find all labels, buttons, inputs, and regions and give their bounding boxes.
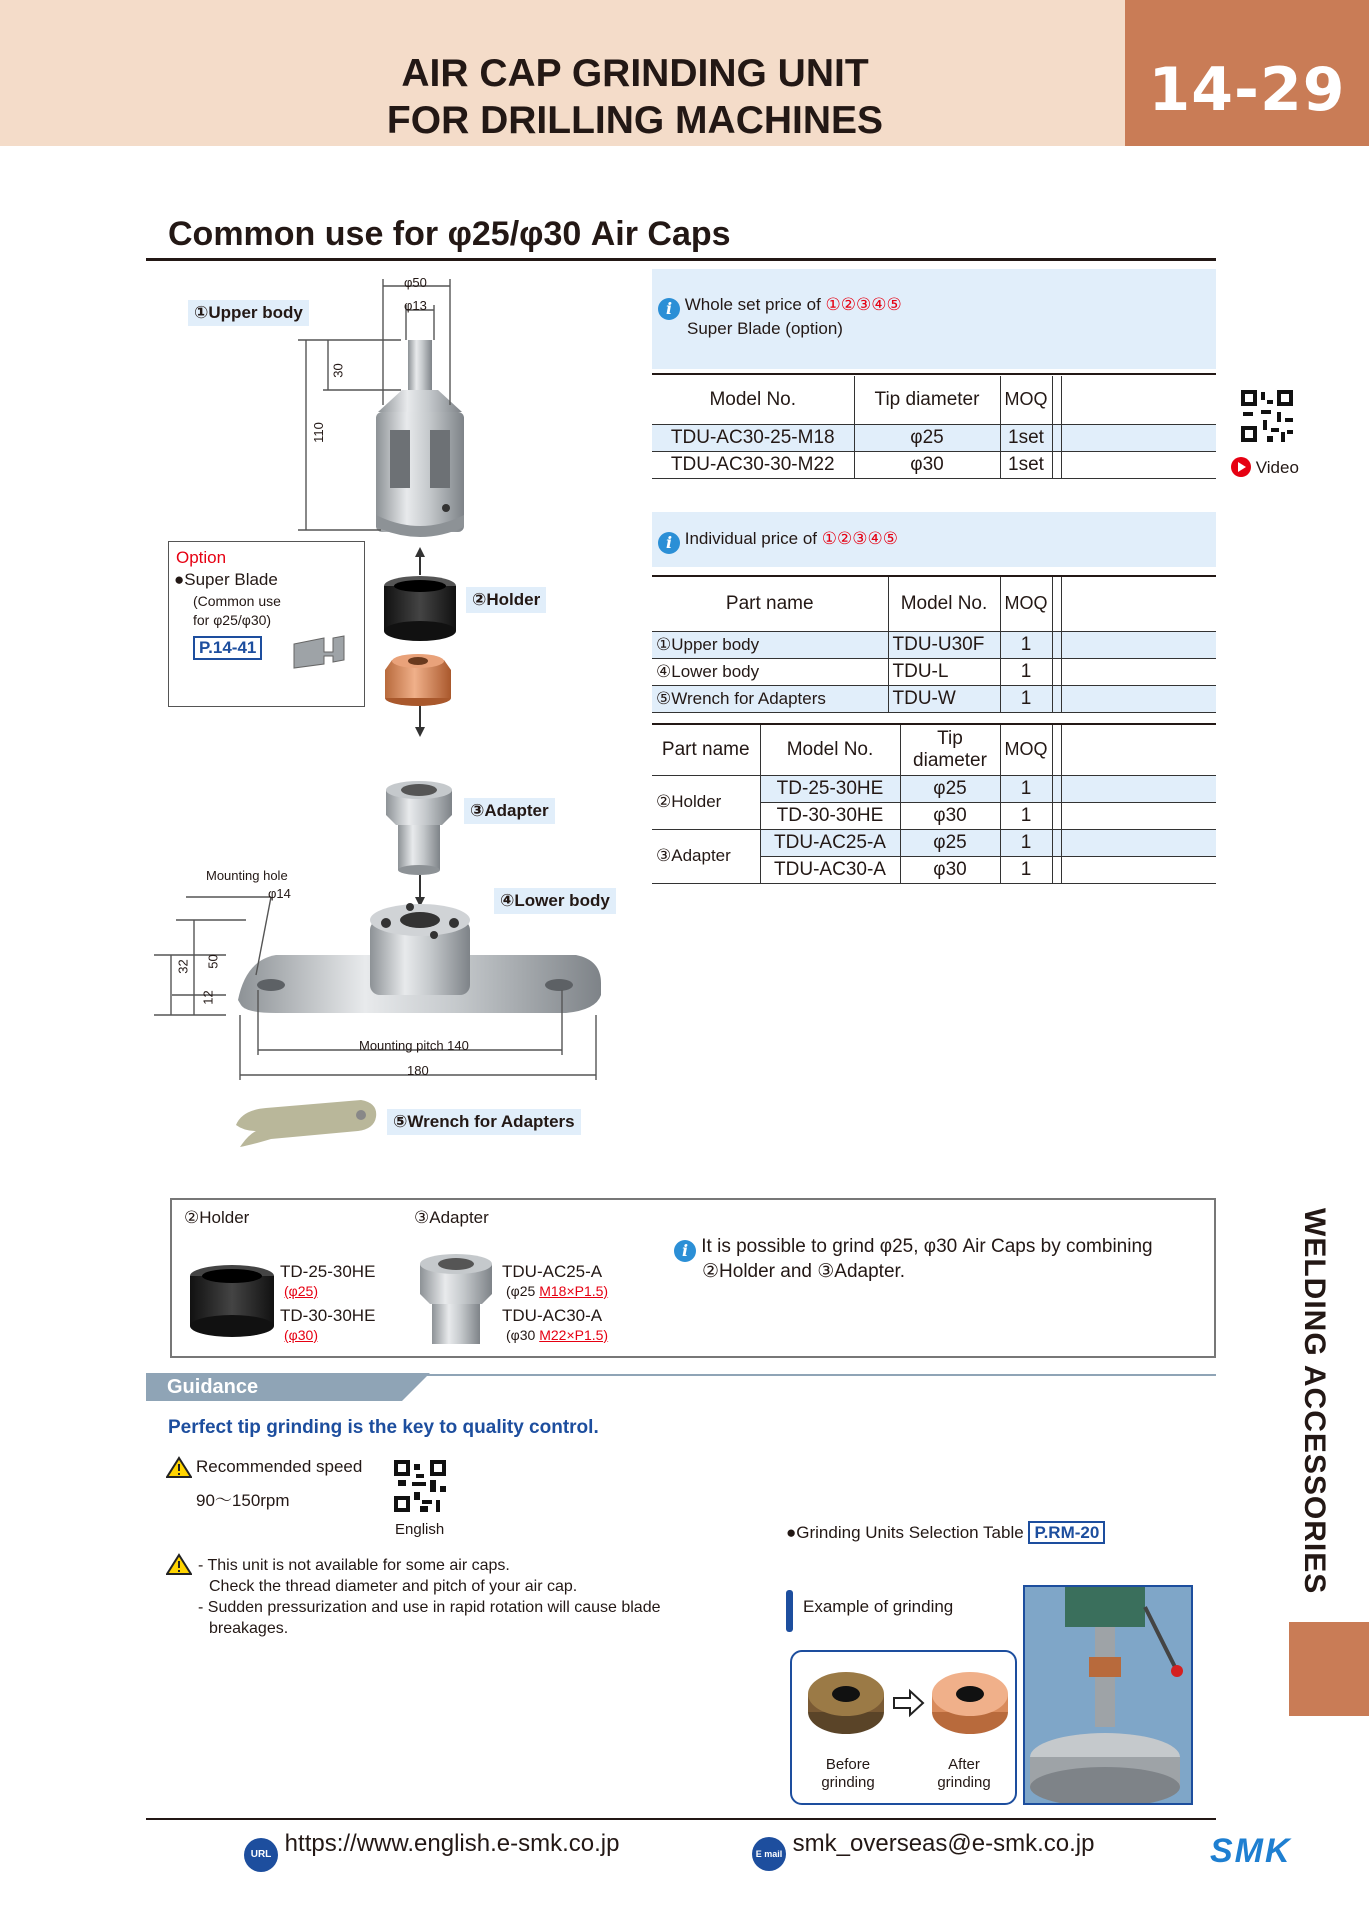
guidance-band (146, 1373, 1216, 1403)
adapter-photo (418, 1252, 494, 1348)
dim-h30: 30 (330, 363, 346, 378)
email-link[interactable]: E mail smk_overseas@e-smk.co.jp (752, 1830, 1094, 1871)
play-icon (1231, 457, 1251, 477)
combo-box (170, 1198, 1216, 1358)
option-box (168, 541, 365, 707)
label-wrench: ⑤Wrench for Adapters (387, 1109, 581, 1135)
warning-text: - This unit is not available for some air caps. Check the thread diameter and pitch of your air cap. - Sudden pressurization and use in rapid rotation will cause blade breakages. (198, 1557, 661, 1637)
holder-spec-2: (φ30) (284, 1327, 318, 1343)
after-label: After grinding (937, 1756, 991, 1791)
dim-h50: 50 (205, 954, 221, 969)
video-qr-code[interactable] (1241, 390, 1293, 442)
arrow-right-icon (892, 1688, 926, 1718)
warning-icon (166, 1456, 192, 1478)
combo-adapter-title: ③Adapter (414, 1208, 489, 1227)
whole-set-subtitle: Super Blade (option) (687, 319, 843, 338)
info-icon: i (674, 1240, 696, 1262)
section-rule (146, 258, 1216, 261)
option-page-link[interactable]: P.14-41 (193, 636, 262, 660)
dim-h12: 12 (200, 990, 216, 1005)
table-row: ③Adapter TDU-AC25-A φ25 1 (652, 829, 1216, 856)
holder-spec-1: (φ25) (284, 1283, 318, 1299)
option-item: ●Super Blade (174, 570, 278, 589)
example-box (790, 1650, 1017, 1805)
holder-image (384, 576, 456, 641)
speed-value: 90〜150rpm (196, 1491, 290, 1510)
website-link[interactable]: URL https://www.english.e-smk.co.jp (244, 1830, 619, 1872)
adapter-image (386, 781, 452, 875)
super-blade-image (289, 630, 353, 670)
info-icon: i (658, 298, 680, 320)
label-lower-body: ④Lower body (494, 888, 616, 914)
english-qr-code[interactable] (394, 1460, 446, 1512)
table-row: TDU-AC30-30-M22 φ30 1set (652, 451, 1216, 478)
table-row: TDU-AC30-25-M18 φ25 1set (652, 424, 1216, 451)
table-row: ②Holder TD-25-30HE φ25 1 (652, 775, 1216, 802)
footer-rule (146, 1818, 1216, 1820)
option-note2: for φ25/φ30) (193, 612, 272, 628)
mail-icon: E mail (752, 1837, 786, 1871)
holder-model-2: TD-30-30HE (280, 1306, 376, 1325)
table-row: ④Lower body TDU-L 1 (652, 658, 1216, 685)
table-row: ①Upper body TDU-U30F 1 (652, 631, 1216, 658)
page-number: 14-29 (1125, 0, 1369, 146)
speed-label: Recommended speed (196, 1457, 363, 1476)
table-top-rule (652, 373, 1216, 375)
guidance-headline: Perfect tip grinding is the key to quality control. (168, 1417, 599, 1438)
option-note1: (Common use (193, 593, 281, 609)
table-row: TDU-AC30-A φ30 1 (652, 856, 1216, 883)
exploded-diagram (146, 265, 646, 1165)
side-category-label: WELDING ACCESSORIES (1298, 1208, 1331, 1595)
option-title: Option (176, 548, 227, 567)
warning-icon (166, 1553, 192, 1575)
individual-table: Part name Model No. MOQ ①Upper body TDU-U30F 1 ④Lower body TDU-L 1 ⑤Wrench for Adapters TDU-W 1 (652, 577, 1216, 713)
example-marker (786, 1590, 793, 1632)
adapter-spec-2: (φ30 M22×P1.5) (506, 1327, 609, 1343)
dim-mounting-pitch: Mounting pitch 140 (359, 1038, 469, 1053)
adapter-spec-1: (φ25 M18×P1.5) (506, 1283, 609, 1299)
dim-mounting-hole: Mounting hole (206, 868, 288, 883)
dim-h110: 110 (310, 422, 326, 443)
table-row: TD-30-30HE φ30 1 (652, 802, 1216, 829)
whole-set-header: i Whole set price of ①②③④⑤ Super Blade (option) (652, 269, 1216, 369)
individual-header: i Individual price of ①②③④⑤ (652, 512, 1216, 567)
dim-mounting-hole-d: φ14 (268, 886, 291, 901)
example-label: Example of grinding (803, 1597, 954, 1616)
qr-english-label: English (395, 1521, 445, 1538)
url-icon: URL (244, 1838, 278, 1872)
wrench-image (236, 1100, 376, 1147)
dim-length: 180 (407, 1063, 429, 1078)
label-holder: ②Holder (466, 587, 546, 613)
combo-note: i It is possible to grind φ25, φ30 Air Caps by combining (674, 1236, 1153, 1262)
label-upper-body: ①Upper body (188, 300, 309, 326)
holder-model-1: TD-25-30HE (280, 1262, 376, 1281)
after-grinding-image (930, 1668, 1010, 1738)
individual-table-2: Part name Model No. Tip diameter MOQ ②Holder TD-25-30HE φ25 1 TD-30-30HE φ30 1 ③Adapter TDU-AC25-A φ25 1 TDU-AC30-A φ30 1 (652, 725, 1216, 884)
adapter-model-2: TDU-AC30-A (502, 1306, 603, 1325)
dim-d50: φ50 (404, 275, 427, 290)
upper-body-image (376, 340, 464, 537)
page-title: AIR CAP GRINDING UNIT FOR DRILLING MACHINES (386, 52, 884, 142)
air-cap-image (385, 654, 451, 706)
dim-h32: 32 (175, 959, 191, 974)
table-row: ⑤Wrench for Adapters TDU-W 1 (652, 685, 1216, 712)
holder-photo (186, 1262, 278, 1342)
drill-press-photo (1023, 1585, 1193, 1805)
lower-body-image (238, 903, 601, 1013)
combo-holder-title: ②Holder (184, 1208, 250, 1227)
dim-d13: φ13 (404, 298, 427, 313)
combo-note-2: ②Holder and ③Adapter. (702, 1261, 906, 1282)
label-adapter: ③Adapter (464, 798, 555, 824)
before-label: Before grinding (821, 1756, 875, 1791)
side-tab (1289, 1622, 1369, 1716)
selection-table-link[interactable]: ●Grinding Units Selection Table P.RM-20 (786, 1523, 1105, 1543)
info-icon: i (658, 532, 680, 554)
video-link[interactable]: Video (1231, 457, 1299, 478)
adapter-model-1: TDU-AC25-A (502, 1262, 603, 1281)
before-grinding-image (806, 1668, 886, 1738)
whole-set-table: Model No. Tip diameter MOQ TDU-AC30-25-M18 φ25 1set TDU-AC30-30-M22 φ30 1set (652, 376, 1216, 479)
smk-logo: SMK (1210, 1832, 1292, 1870)
section-title: Common use for φ25/φ30 Air Caps (168, 215, 731, 253)
guidance-title: Guidance (167, 1376, 259, 1398)
